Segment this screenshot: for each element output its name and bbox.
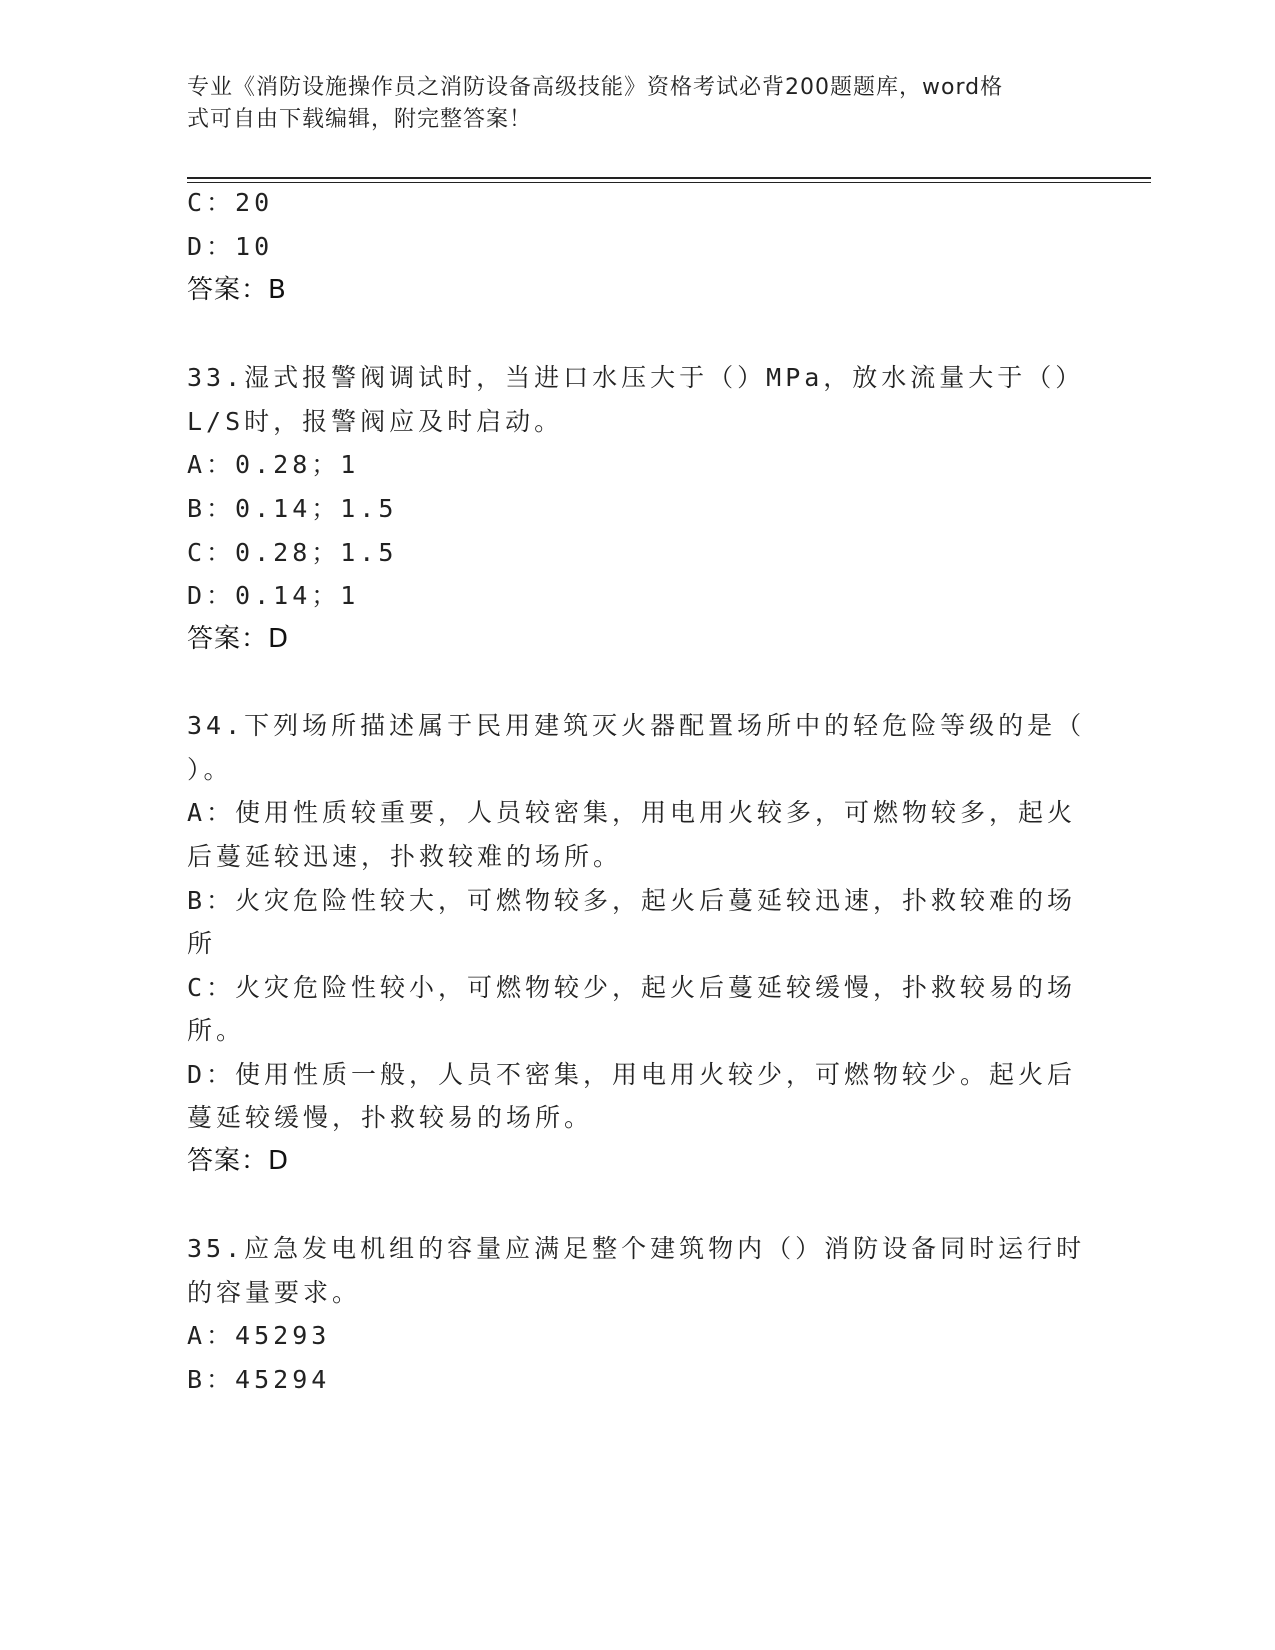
q33-stem-line-2: L/S时，报警阀应及时启动。	[187, 407, 564, 436]
q34-option-b-line-1: B：火灾危险性较大，可燃物较多，起火后蔓延较迅速，扑救较难的场	[187, 886, 1077, 915]
q33-option-a: A：0.28；1	[187, 450, 360, 479]
q34-stem-line-2: ）。	[187, 755, 233, 784]
q35-option-b: B：45294	[187, 1365, 331, 1394]
q34-option-b-line-2: 所	[187, 929, 217, 958]
q34-answer: 答案：D	[187, 1146, 290, 1176]
document-header	[187, 72, 1087, 136]
q34-option-a-line-2: 后蔓延较迅速，扑救较难的场所。	[187, 842, 623, 871]
q34-option-d-line-1: D：使用性质一般，人员不密集，用电用火较少，可燃物较少。起火后	[187, 1060, 1077, 1089]
q34-option-c-line-2: 所。	[187, 1016, 246, 1045]
q34-option-a-line-1: A：使用性质较重要，人员较密集，用电用火较多，可燃物较多，起火	[187, 798, 1077, 827]
q33-stem-line-1: 33.湿式报警阀调试时，当进口水压大于（）MPa，放水流量大于（）	[187, 363, 1085, 392]
q33-answer: 答案：D	[187, 624, 290, 654]
q34-stem-line-1: 34.下列场所描述属于民用建筑灭火器配置场所中的轻危险等级的是（	[187, 711, 1086, 740]
header-line-2: 式可自由下载编辑，附完整答案！	[187, 107, 533, 132]
header-divider-thick	[187, 177, 1151, 179]
q34-option-c-line-1: C：火灾危险性较小，可燃物较少，起火后蔓延较缓慢，扑救较易的场	[187, 973, 1077, 1002]
q33-option-c: C：0.28；1.5	[187, 538, 398, 567]
q33-option-d: D：0.14；1	[187, 581, 360, 610]
q33-option-b: B：0.14；1.5	[187, 494, 398, 523]
q35-option-a: A：45293	[187, 1321, 331, 1350]
q32-option-d: D：10	[187, 232, 274, 261]
q32-answer: 答案：B	[187, 275, 287, 305]
q32-option-c: C：20	[187, 188, 274, 217]
q35-stem-line-2: 的容量要求。	[187, 1278, 362, 1307]
q34-option-d-line-2: 蔓延较缓慢，扑救较易的场所。	[187, 1103, 594, 1132]
q35-stem-line-1: 35.应急发电机组的容量应满足整个建筑物内（）消防设备同时运行时	[187, 1234, 1086, 1263]
header-line-1: 专业《消防设施操作员之消防设备高级技能》资格考试必背200题题库，word格	[187, 75, 1004, 100]
